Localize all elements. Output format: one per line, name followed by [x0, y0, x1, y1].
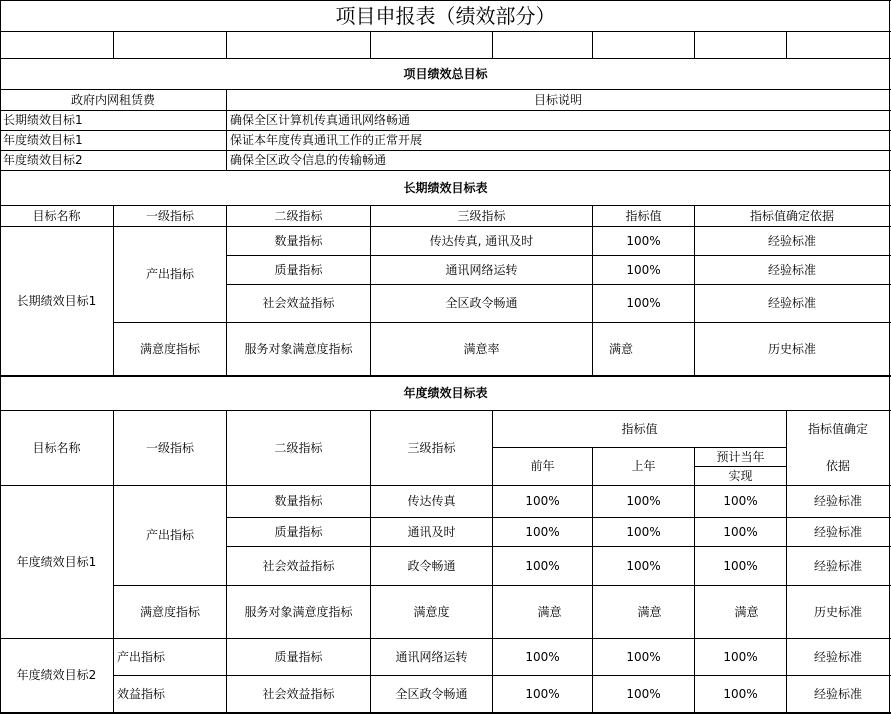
annual-goal-name: 年度绩效目标1	[16, 554, 97, 569]
last-year-value: 100%	[626, 494, 661, 508]
level2-indicator: 质量指标	[274, 649, 323, 664]
column-header: 目标名称	[32, 208, 81, 223]
column-header: 前年	[530, 459, 555, 473]
goal-description: 确保全区政令信息的传输畅通	[230, 153, 387, 167]
expected-value: 100%	[723, 649, 758, 664]
column-header: 指标值	[625, 208, 662, 223]
value-basis: 经验标准	[813, 524, 862, 539]
column-header: 上年	[631, 459, 656, 473]
level2-indicator: 社会效益指标	[262, 296, 335, 310]
prev-year-value: 满意	[537, 604, 562, 619]
prev-year-value: 100%	[525, 494, 560, 508]
level3-indicator: 满意率	[463, 341, 500, 356]
column-header: 预计当年	[716, 449, 765, 464]
column-header: 三级指标	[457, 208, 506, 223]
level1-indicator: 产出指标	[145, 267, 194, 281]
expected-value: 100%	[723, 524, 758, 539]
value-basis: 经验标准	[767, 296, 816, 310]
prev-year-value: 100%	[525, 524, 560, 539]
level2-indicator: 服务对象满意度指标	[244, 341, 353, 356]
level3-indicator: 政令畅通	[407, 558, 456, 573]
level3-indicator: 传达传真	[407, 494, 456, 508]
prev-year-value: 100%	[525, 558, 560, 573]
value-basis: 经验标准	[767, 262, 816, 277]
column-header: 一级指标	[145, 440, 194, 455]
value-basis: 经验标准	[813, 649, 862, 664]
last-year-value: 满意	[637, 604, 662, 619]
expected-value: 100%	[723, 558, 758, 573]
level1-indicator: 产出指标	[145, 528, 194, 542]
indicator-value: 100%	[626, 296, 661, 310]
value-basis: 经验标准	[813, 686, 862, 701]
column-header: 目标名称	[32, 440, 81, 455]
level3-indicator: 全区政令畅通	[395, 686, 468, 701]
last-year-value: 100%	[626, 686, 661, 701]
level2-indicator: 质量指标	[274, 262, 323, 277]
level1-indicator: 满意度指标	[139, 341, 200, 356]
level1-indicator: 效益指标	[117, 686, 166, 701]
value-basis: 经验标准	[813, 494, 862, 508]
expected-value: 100%	[723, 686, 758, 701]
long-term-section-title: 长期绩效目标表	[403, 180, 488, 195]
level3-indicator: 满意度	[413, 604, 450, 619]
indicator-value: 100%	[626, 233, 661, 248]
level3-indicator: 通讯及时	[407, 524, 456, 539]
level2-indicator: 数量指标	[274, 494, 323, 508]
project-name: 政府内网租赁费	[70, 92, 155, 107]
annual-goal-name: 年度绩效目标2	[16, 668, 97, 682]
annual-section-title: 年度绩效目标表	[403, 386, 488, 400]
prev-year-value: 100%	[525, 686, 560, 701]
level2-indicator: 质量指标	[274, 524, 323, 539]
expected-value: 100%	[723, 494, 758, 508]
column-header: 二级指标	[274, 208, 323, 223]
indicator-value: 满意	[609, 341, 634, 356]
level2-indicator: 社会效益指标	[262, 686, 335, 701]
column-header: 指标值确定依据	[749, 208, 834, 223]
level3-indicator: 传达传真, 通讯及时	[429, 233, 534, 248]
goal-description-header: 目标说明	[533, 92, 582, 107]
level2-indicator: 社会效益指标	[262, 558, 335, 573]
column-header: 一级指标	[145, 208, 194, 223]
level2-indicator: 服务对象满意度指标	[244, 604, 353, 619]
expected-value: 满意	[734, 604, 759, 619]
last-year-value: 100%	[626, 649, 661, 664]
value-basis: 经验标准	[813, 558, 862, 573]
indicator-value: 100%	[626, 262, 661, 277]
goal-description: 确保全区计算机传真通讯网络畅通	[230, 113, 411, 127]
level2-indicator: 数量指标	[274, 233, 323, 248]
goal-description: 保证本年度传真通讯工作的正常开展	[230, 133, 423, 147]
value-basis: 历史标准	[767, 341, 816, 356]
goal-label: 长期绩效目标1	[3, 113, 83, 127]
goal-label: 年度绩效目标1	[3, 133, 83, 147]
level1-indicator: 满意度指标	[139, 604, 200, 619]
overall-goal-section-title: 项目绩效总目标	[403, 66, 488, 81]
column-header: 依据	[825, 459, 850, 473]
value-basis: 经验标准	[767, 233, 816, 248]
level1-indicator: 产出指标	[117, 649, 166, 664]
sheet-title: 项目申报表（绩效部分）	[335, 3, 556, 28]
column-header: 三级指标	[407, 440, 456, 455]
long-term-goal-name: 长期绩效目标1	[16, 293, 97, 308]
last-year-value: 100%	[626, 558, 661, 573]
level3-indicator: 全区政令畅通	[445, 296, 518, 310]
column-header: 指标值	[621, 421, 658, 436]
level3-indicator: 通讯网络运转	[395, 649, 468, 664]
column-header: 指标值确定	[807, 421, 868, 436]
goal-label: 年度绩效目标2	[3, 153, 83, 167]
level3-indicator: 通讯网络运转	[445, 262, 518, 277]
last-year-value: 100%	[626, 524, 661, 539]
column-header: 二级指标	[274, 440, 323, 455]
prev-year-value: 100%	[525, 649, 560, 664]
column-header: 实现	[728, 468, 753, 483]
value-basis: 历史标准	[813, 604, 862, 619]
